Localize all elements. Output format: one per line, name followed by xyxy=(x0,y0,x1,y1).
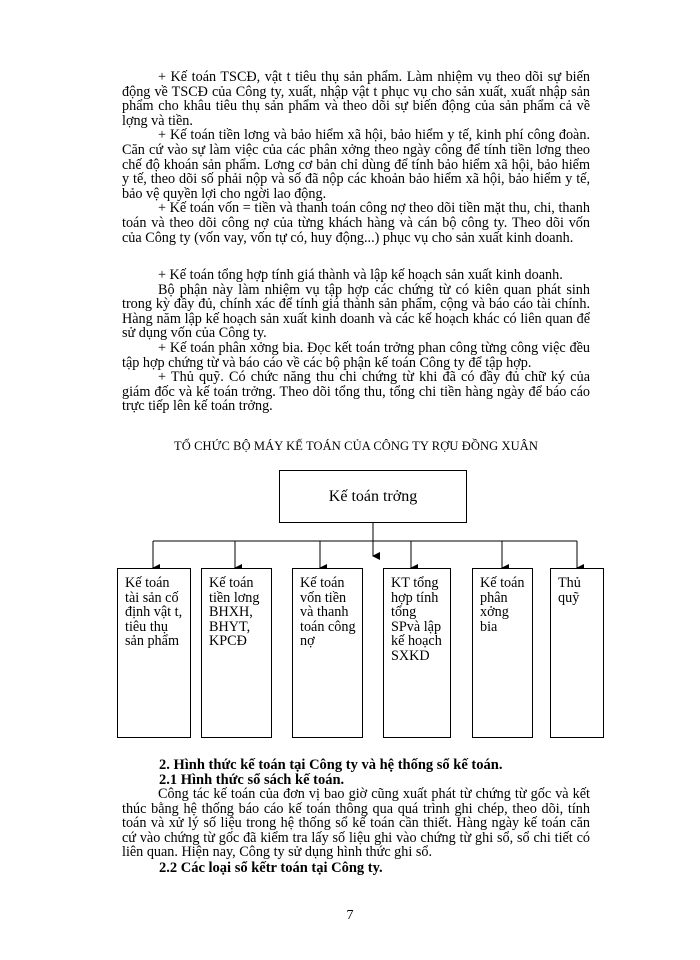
unit-box xyxy=(472,568,533,738)
paragraph: + Kế toán tổng hợp tính giá thành và lập kế hoạch sản xuất kinh doanh. xyxy=(158,267,563,283)
unit-box xyxy=(292,568,363,738)
paragraph: + Kế toán vốn = tiền và thanh toán công nợ theo dõi tiền mặt thu, chi, thanh toán và theo dõi công nợ của từng khách hàng và cán bộ công ty. Theo dõi vốn của Công ty (vốn vay, vốn tự có, huy động...) phục vụ cho sản xuất kinh doanh. xyxy=(122,200,590,246)
unit-label: KT tổng hợp tính tổng SPvà lập kế hoạch SXKD xyxy=(391,575,442,664)
paragraph: + Kế toán tiền lơng và bảo hiểm xã hội, bảo hiểm y tế, kinh phí công đoàn. Căn cứ vào sự làm việc của các phân xởng theo ngày công để tính tiền lơng theo chế độ khoán sản phẩm. Lơng cơ bản chỉ dùng để tính bảo hiểm xã hội, bảo hiểm y tế, theo dõi số phải nộp và số đã nộp các khoản bảo hiểm xã hội, bảo hiểm y tế, bảo vệ quyền lợi cho ngời lao động. xyxy=(122,127,590,202)
paragraph: Bộ phận này làm nhiệm vụ tập hợp các chứng từ có kiên quan phát sinh trong kỳ đầy đủ, chính xác để tính giá thành sản phẩm, cộng và báo cáo tài chính. Hàng năm lập kế hoạch sản xuất kinh doanh và các kế hoạch khác có liên quan để sử dụng vốn của Công ty. xyxy=(122,281,590,342)
org-chart-title: TỔ CHỨC BỘ MÁY KẾ TOÁN CỦA CÔNG TY RỢU ĐỒNG XUÂN xyxy=(174,439,538,453)
unit-box xyxy=(550,568,604,738)
paragraph: + Kế toán TSCĐ, vật t tiêu thụ sản phẩm. Làm nhiệm vụ theo dõi sự biến động về TSCĐ của Công ty, xuất, nhập vật t phục vụ cho sản xuất, xuất nhập sản phẩm cho khâu tiêu thụ sản phẩm và theo dõi sự biến động của sản phẩm cả về lợng và tiền. xyxy=(122,69,590,129)
unit-box xyxy=(201,568,272,738)
unit-box xyxy=(117,568,191,738)
unit-box xyxy=(383,568,451,738)
page-number: 7 xyxy=(346,908,354,923)
unit-label: Thủ quỹ xyxy=(558,575,581,606)
unit-label: Kế toán tiền lơng BHXH, BHYT, KPCĐ xyxy=(209,575,260,649)
section-heading: 2.1 Hình thức sổ sách kế toán. xyxy=(159,772,345,788)
paragraph: + Kế toán phân xởng bia. Đọc kết toán trởng phan công từng công việc đều tập hợp chứng từ và báo cáo về các bộ phận kế toán Công ty để tập hợp. xyxy=(122,339,590,371)
paragraph: + Thủ quỹ. Có chức năng thu chi chứng từ khi đã có đầy đủ chữ ký của giám đốc và kế toán trởng. Theo dõi tổng thu, tổng chi tiền hàng ngày để báo cáo trực tiếp lên kế toán trởng. xyxy=(122,369,590,415)
chief-accountant-box xyxy=(279,470,467,523)
chief-accountant-label: Kế toán trởng xyxy=(328,487,418,505)
section-heading: 2. Hình thức kế toán tại Công ty và hệ thống sổ kế toán. xyxy=(159,757,503,773)
text-block-bottom xyxy=(122,787,590,860)
unit-label: Kế toán phân xởng bia xyxy=(480,575,525,635)
unit-label: Kế toán tài sản cố định vật t, tiêu thụ sản phẩm xyxy=(125,575,183,649)
paragraph: Công tác kế toán của đơn vị bao giờ cũng xuất phát từ chứng từ gốc và kết thúc bằng hệ thống báo cáo kế toán thông qua quá trình ghi chép, theo dõi, tính toán và xử lý số liệu trong hệ thống sổ kế toán cần thiết. Hàng ngày kế toán căn cứ vào chứng từ gốc đã kiểm tra lấy số liệu ghi vào chứng từ ghi sổ, sổ chi tiết có liên quan. Hiện nay, Công ty sử dụng hình thức ghi sổ. xyxy=(122,786,590,861)
section-heading: 2.2 Các loại sổ kếtr toán tại Công ty. xyxy=(159,860,383,876)
unit-label: Kế toán vốn tiền và thanh toán công nợ xyxy=(300,575,356,649)
